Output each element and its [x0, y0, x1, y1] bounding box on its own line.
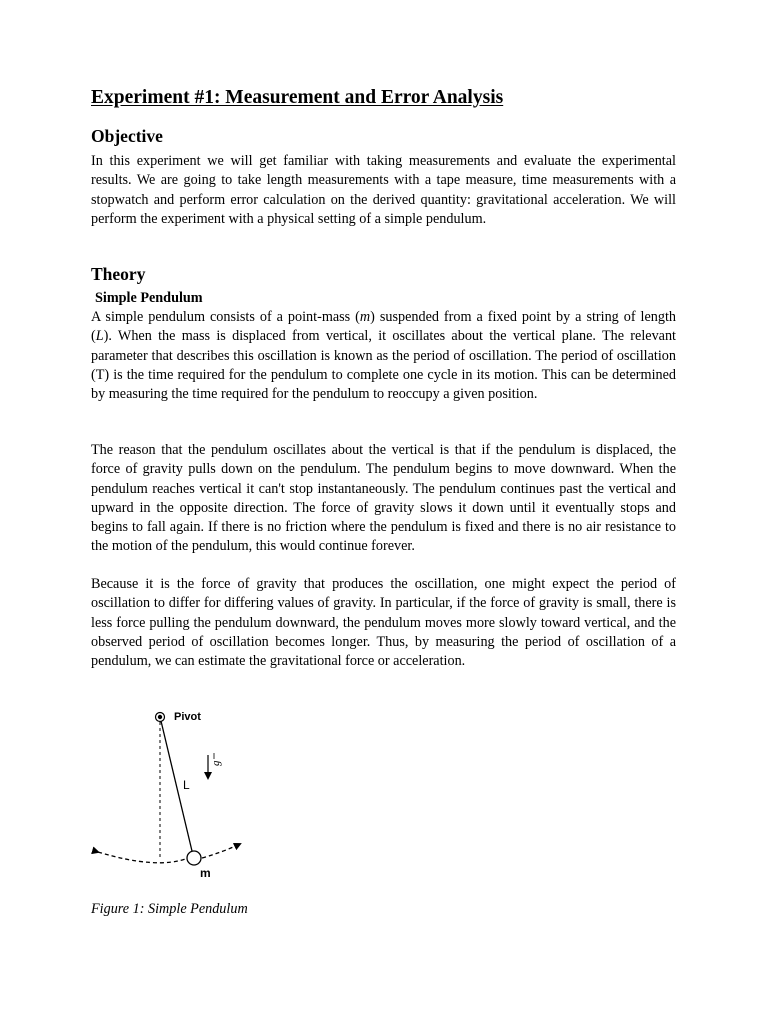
document-title: Experiment #1: Measurement and Error Analysis: [91, 87, 504, 108]
pivot-label: Pivot: [174, 711, 201, 723]
length-symbol: L: [95, 328, 104, 345]
swing-arc-right: [202, 844, 240, 858]
theory-heading: Theory: [91, 264, 146, 284]
pendulum-diagram: [88, 700, 263, 890]
objective-paragraph: In this experiment we will get familiar with taking measurements and evaluate the experimental results. We are going to take length measurements with a tape measure, time measurements with a stopwatch and perform error calculation on the derived quantity: gravitational acceleration. We will perform the experiment with a physical setting of a simple pendulum.: [91, 153, 676, 227]
theory-paragraph-1: [91, 308, 676, 404]
gravity-label: g: [210, 760, 222, 766]
pivot-center: [158, 715, 162, 719]
swing-arc-left: [98, 852, 188, 863]
figure-caption: Figure 1: Simple Pendulum: [91, 901, 248, 917]
length-label: L: [183, 778, 190, 792]
theory-paragraph-1-part-2: ) suspended from a fixed point by a string of length (: [91, 309, 677, 345]
theory-paragraph-2: The reason that the pendulum oscillates about the vertical is that if the pendulum is displaced, the force of gravity pulls down on the pendulum. The pendulum begins to move downward. When the pendulum reaches vertical it can't stop instantaneously. The pendulum continues past the vertical and upward in the opposite direction. The force of gravity slows it down until it eventually stops and begins to fall again. If there is no friction where the pendulum is fixed and there is no air resistance to the motion of the pendulum, this would continue forever.: [91, 442, 676, 555]
mass-symbol: m: [359, 309, 371, 325]
simple-pendulum-subheading: Simple Pendulum: [95, 290, 203, 306]
theory-paragraph-3: Because it is the force of gravity that produces the oscillation, one might expect the period of oscillation to differ for differing values of gravity. In particular, if the force of gravity is small, there is less force pulling the pendulum downward, the pendulum moves more slowly toward vertical, and the observed period of oscillation becomes longer. Thus, by measuring the period of oscillation of a pendulum, we can estimate the gravitational force or acceleration.: [91, 576, 676, 670]
mass-label: m: [200, 866, 211, 880]
theory-paragraph-1-part-1: A simple pendulum consists of a point-mass (: [91, 309, 360, 325]
theory-paragraph-1-part-3: ). When the mass is displaced from vertical, it oscillates about the vertical plane. The relevant parameter that describes this oscillation is known as the period of oscillation. The period of oscillation (T) is the time required for the pendulum to complete one cycle in its motion. This can be determined by measuring the time required for the pendulum to reoccupy a given position.: [91, 328, 676, 403]
pendulum-mass: [187, 851, 201, 865]
objective-heading: Objective: [91, 126, 163, 146]
